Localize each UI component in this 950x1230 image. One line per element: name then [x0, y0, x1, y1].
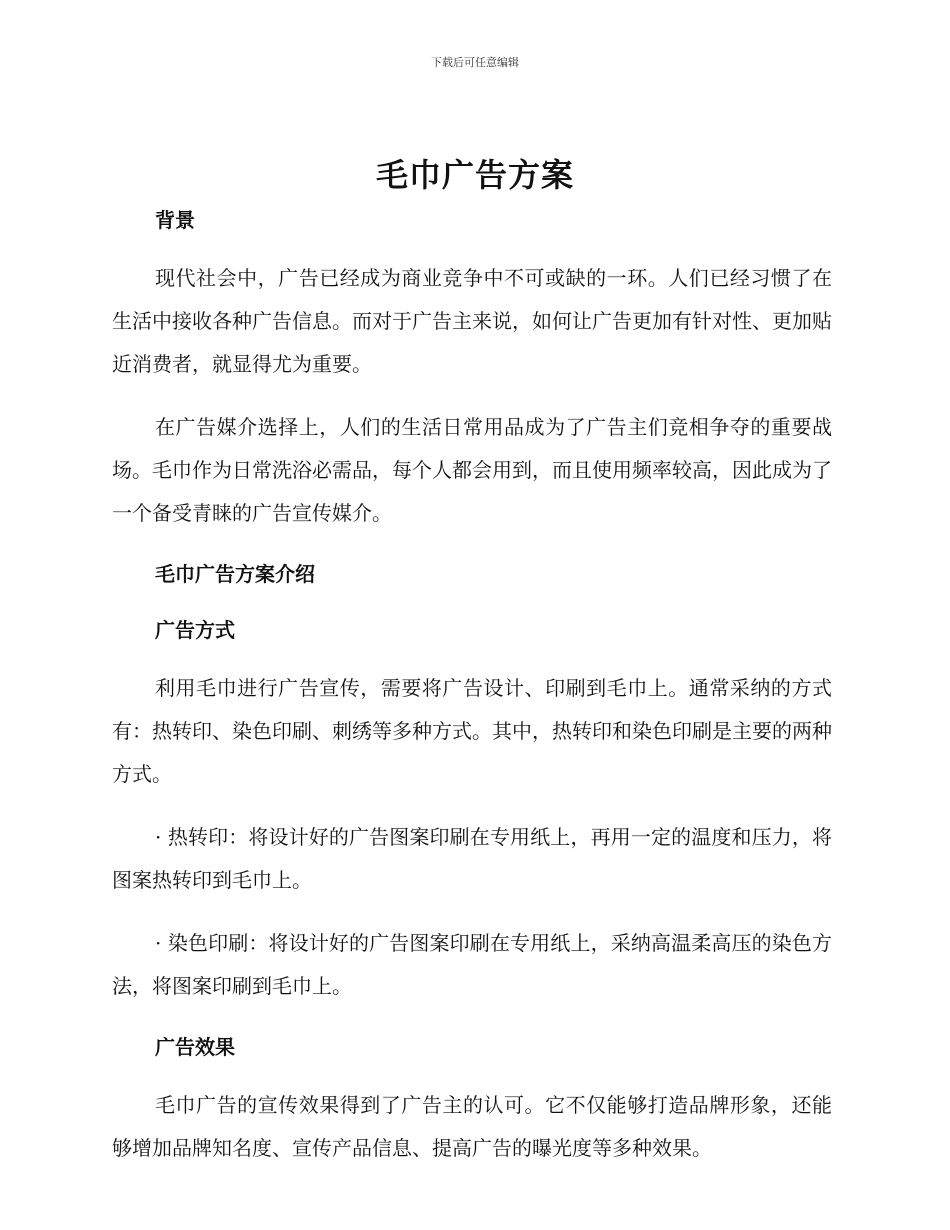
section-heading-intro: 毛巾广告方案介绍: [155, 562, 315, 586]
bullet-dye-printing: · 染色印刷：将设计好的广告图案印刷在专用纸上，采纳高温柔高压的染色方法，将图案印刷到毛巾上。: [112, 931, 832, 998]
paragraph-background-2: 在广告媒介选择上，人们的生活日常用品成为了广告主们竞相争夺的重要战场。毛巾作为日常洗浴必需品，每个人都会用到，而且使用频率较高，因此成为了一个备受青睐的广告宣传媒介。: [112, 415, 832, 525]
paragraph-method-1: 利用毛巾进行广告宣传，需要将广告设计、印刷到毛巾上。通常采纳的方式有：热转印、染色印刷、刺绣等多种方式。其中，热转印和染色印刷是主要的两种方式。: [112, 676, 832, 786]
paragraph-effect-1: 毛巾广告的宣传效果得到了广告主的认可。它不仅能够打造品牌形象，还能够增加品牌知名度、宣传产品信息、提高广告的曝光度等多种效果。: [112, 1093, 832, 1160]
document-body: [112, 203, 832, 1170]
bullet-heat-transfer: · 热转印：将设计好的广告图案印刷在专用纸上，再用一定的温度和压力，将图案热转印到毛巾上。: [112, 825, 832, 892]
section-heading-method: 广告方式: [155, 618, 235, 642]
section-heading-effect: 广告效果: [155, 1035, 235, 1059]
section-heading-background: 背景: [155, 208, 195, 232]
page-header-note: 下载后可任意编辑: [431, 56, 519, 69]
document-title: 毛巾广告方案: [375, 156, 574, 194]
paragraph-background-1: 现代社会中，广告已经成为商业竞争中不可或缺的一环。人们已经习惯了在生活中接收各种广告信息。而对于广告主来说，如何让广告更加有针对性、更加贴近消费者，就显得尤为重要。: [112, 266, 832, 376]
